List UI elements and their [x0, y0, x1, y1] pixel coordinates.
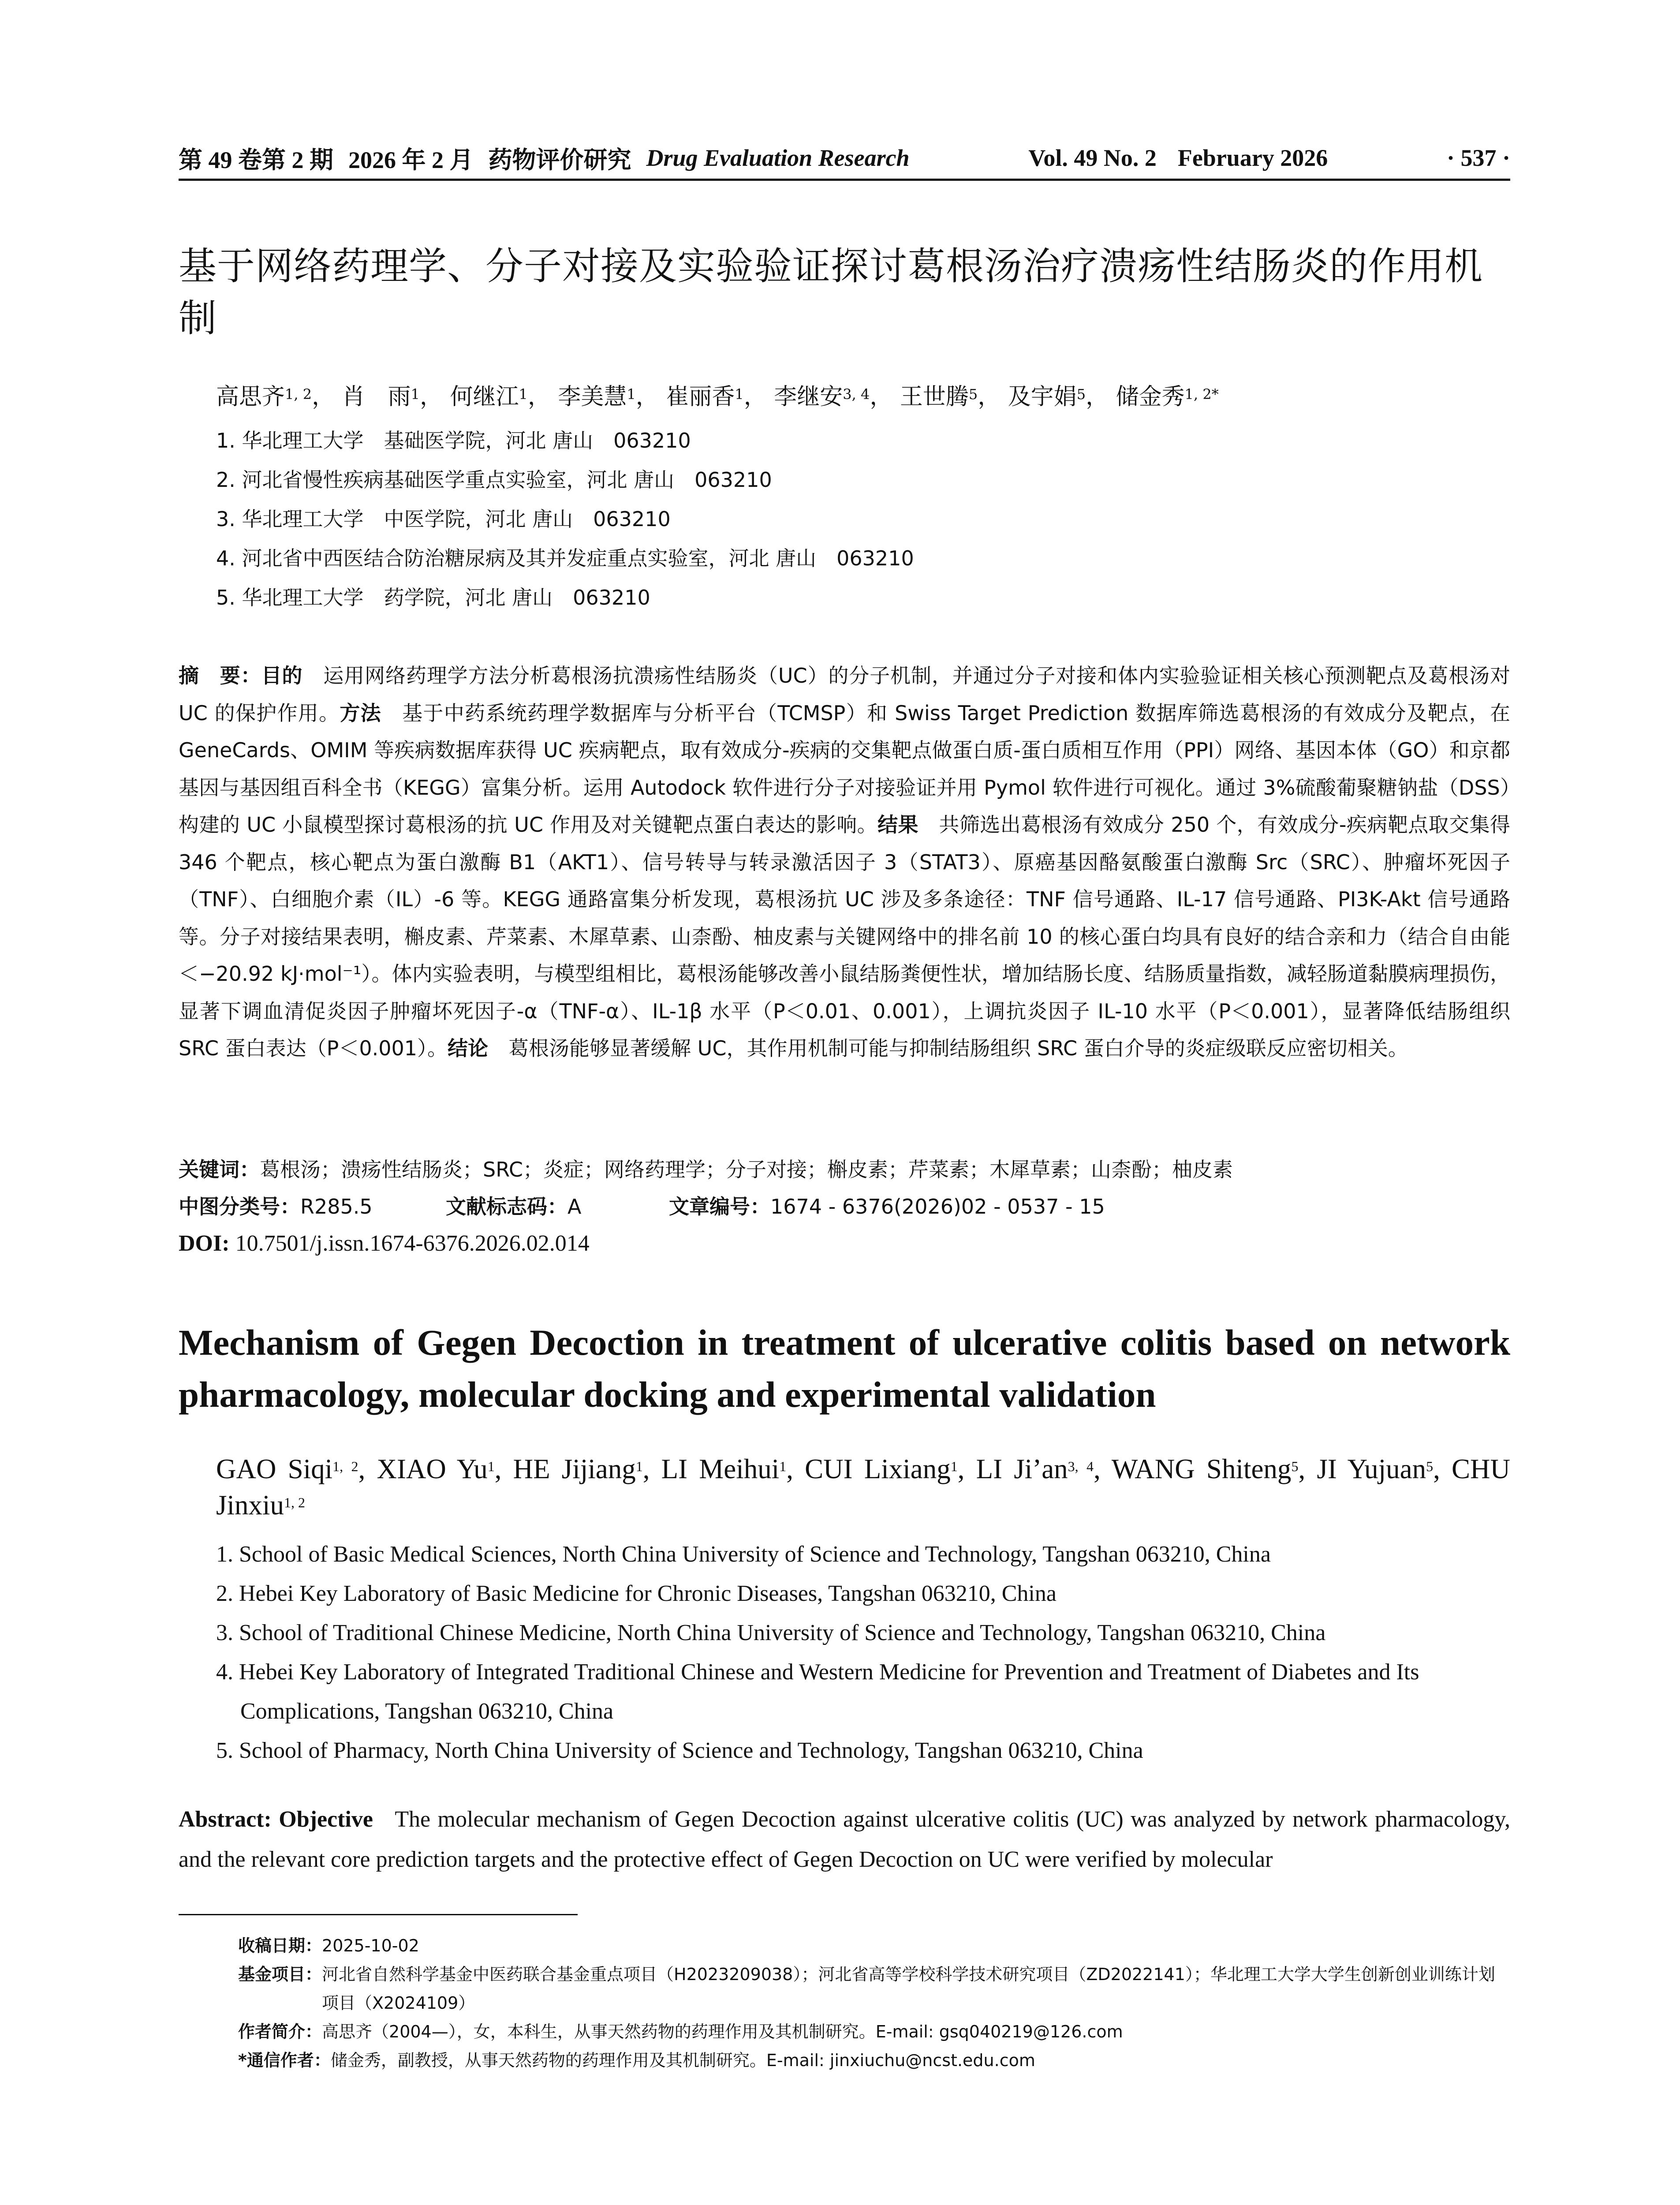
- doi-value[interactable]: 10.7501/j.issn.1674-6376.2026.02.014: [235, 1231, 590, 1256]
- author-cn: 肖 雨$^1$: [342, 384, 420, 410]
- keywords-text-cn: 葛根汤；溃疡性结肠炎；SRC；炎症；网络药理学；分子对接；槲皮素；芹菜素；木犀草素；山柰酚；柚皮素: [260, 1158, 1233, 1181]
- result-text-cn: 共筛选出葛根汤有效成分 250 个，有效成分-疾病靶点取交集得 346 个靶点，核心靶点为蛋白激酶 B1（AKT1）、信号转导与转录激活因子 3（STAT3）、原癌基因酪氨酸蛋白激酶 Src（SRC）、肿瘤坏死因子（TNF）、白细胞介素（IL）-6 等。KEGG 通路富集分析发现，葛根汤抗 UC 涉及多条途径：TNF 信号通路、IL-17 信号通路、PI3K-Akt 信号通路等。分子对接结果表明，槲皮素、芹菜素、木犀草素、山柰酚、柚皮素与关键网络中的排名前 10 的核心蛋白均具有良好的结合亲和力（结合自由能＜−20.92 kJ·mol⁻¹）。体内实验表明，与模型组相比，葛根汤能够改善小鼠结肠粪便性状，增加结肠长度、结肠质量指数，减轻肠道黏膜病理损伤，显著下调血清促炎因子肿瘤坏死因子-α（TNF-α）、IL-1β 水平（P＜0.01、0.001），上调抗炎因子 IL-10 水平（P＜0.001），显著降低结肠组织 SRC 蛋白表达（P＜0.001）。: [179, 813, 1510, 1060]
- doc-code-value: A: [567, 1195, 582, 1218]
- footnotes: [238, 1932, 1510, 2075]
- author-cn: 何继江$^1$: [450, 384, 528, 410]
- abstract-label-en: Abstract:: [179, 1807, 272, 1832]
- author-en: LI Meihui$^1$: [661, 1454, 787, 1484]
- author-cn: 高思齐$^{1, 2}$: [216, 384, 312, 410]
- author-en: HE Jijiang$^1$: [513, 1454, 643, 1484]
- header-journal-cn: 药物评价研究: [488, 145, 631, 174]
- article-title-en: Mechanism of Gegen Decoction in treatment of ulcerative colitis based on network pharmacology, molecular docking and experimental validation: [179, 1322, 1510, 1415]
- author-en: WANG Shiteng$^5$: [1111, 1454, 1299, 1484]
- footnote-funding: 基金项目： 河北省自然科学基金中医药联合基金重点项目（H2023209038）；河北省高等学校科学技术研究项目（ZD2022141）；华北理工大学大学生创新创业训练计划项目（X2024109）: [238, 1965, 1495, 2013]
- classification-line: [179, 1188, 1510, 1225]
- header-date-cn: 2026 年 2 月: [348, 146, 474, 173]
- header-journal-en: Drug Evaluation Research: [646, 145, 910, 171]
- abstract-label-cn: 摘 要：: [179, 664, 261, 688]
- author-en: JI Yujuan$^5$: [1317, 1454, 1434, 1484]
- header-issue-en: Vol. 49 No. 2: [1028, 145, 1157, 171]
- header-page-number: · 537 ·: [1446, 145, 1510, 171]
- author-en: CHU Jinxiu$^{1, 2}$: [216, 1454, 1511, 1521]
- affiliation-list-en: [216, 1535, 1508, 1770]
- header-issue-cn: 第 49 卷第 2 期: [179, 146, 333, 173]
- objective-label-cn: 目的: [261, 664, 303, 688]
- author-en: LI Ji’an$^{3, 4}$: [976, 1454, 1094, 1484]
- method-label-cn: 方法: [340, 701, 381, 725]
- doc-code-label: 文献标志码：: [446, 1195, 567, 1218]
- author-cn: 崔丽香$^1$: [666, 384, 744, 410]
- header-rule: [179, 179, 1510, 181]
- affiliation-cn: 2. 河北省慢性疾病基础医学重点实验室，河北 唐山 063210: [216, 468, 772, 492]
- author-en: XIAO Yu$^1$: [377, 1454, 495, 1484]
- article-title-cn: 基于网络药理学、分子对接及实验验证探讨葛根汤治疗溃疡性结肠炎的作用机制: [179, 244, 1483, 340]
- header-date-en: February 2026: [1177, 145, 1328, 171]
- affiliation-cn: 4. 河北省中西医结合防治糖尿病及其并发症重点实验室，河北 唐山 063210: [216, 546, 914, 570]
- author-cn: 及宇娟$^5$: [1008, 384, 1086, 410]
- affiliation-en: 3. School of Traditional Chinese Medicine, North China University of Science and Technology, Tangshan 063210, China: [216, 1620, 1326, 1645]
- objective-text-cn: 运用网络药理学方法分析葛根汤抗溃疡性结肠炎（UC）的分子机制，并通过分子对接和体内实验验证相关核心预测靶点及葛根汤对 UC 的保护作用。: [179, 664, 1511, 725]
- affiliation-en: 2. Hebei Key Laboratory of Basic Medicine for Chronic Diseases, Tangshan 063210, China: [216, 1581, 1057, 1606]
- clc-value: R285.5: [300, 1195, 373, 1218]
- affiliation-cn: 3. 华北理工大学 中医学院，河北 唐山 063210: [216, 507, 671, 531]
- author-en: CUI Lixiang$^1$: [805, 1454, 958, 1484]
- affiliation-list-cn: [216, 421, 1508, 617]
- keywords-cn: [179, 1151, 1510, 1188]
- author-cn: 储金秀$^{1, 2*}$: [1116, 384, 1219, 410]
- running-header: [179, 137, 1510, 179]
- article-number-value: 1674 - 6376(2026)02 - 0537 - 15: [770, 1195, 1105, 1218]
- keywords-label-cn: 关键词：: [179, 1158, 260, 1181]
- footnote-rule: [179, 1914, 578, 1915]
- affiliation-cn: 1. 华北理工大学 基础医学院，河北 唐山 063210: [216, 429, 691, 452]
- affiliation-en: 4. Hebei Key Laboratory of Integrated Traditional Chinese and Western Medicine for Prevention and Treatment of Diabetes and Its Complications, Tangshan 063210, China: [216, 1659, 1419, 1724]
- footnote-corresponding-author: *通信作者： 储金秀，副教授，从事天然药物的药理作用及其机制研究。E-mail: jinxiuchu@ncst.edu.com: [238, 2051, 1035, 2070]
- doi-line: [179, 1225, 1510, 1262]
- abstract-cn: [179, 657, 1510, 1067]
- article-number-label: 文章编号：: [669, 1195, 770, 1218]
- abstract-text-en: The molecular mechanism of Gegen Decoction against ulcerative colitis (UC) was analyzed by network pharmacology, and the relevant core prediction targets and the protective effect of Gegen Decoction on UC were verified by molecular: [179, 1807, 1510, 1872]
- author-en: GAO Siqi$^{1, 2}$: [216, 1454, 358, 1484]
- author-list-cn: 高思齐$^{1, 2}$， 肖 雨$^1$， 何继江$^1$， 李美慧$^1$， 崔丽香$^1$， 李继安$^{3, 4}$， 王世腾$^5$， 及宇娟$^5$， 储金秀$^{1, 2*}$: [216, 384, 1219, 410]
- author-list-en: GAO Siqi$^{1, 2}$, XIAO Yu$^1$, HE Jijiang$^1$, LI Meihui$^1$, CUI Lixiang$^1$, LI Ji’an$^{3, 4}$, WANG Shiteng$^5$, JI Yujuan$^5$, CHU Jinxiu$^{1, 2}$: [216, 1454, 1511, 1521]
- author-cn: 王世腾$^5$: [900, 384, 978, 410]
- abstract-en: [179, 1799, 1510, 1880]
- affiliation-cn: 5. 华北理工大学 药学院，河北 唐山 063210: [216, 586, 650, 609]
- affiliation-en: 5. School of Pharmacy, North China University of Science and Technology, Tangshan 063210, China: [216, 1738, 1143, 1763]
- author-cn: 李美慧$^1$: [558, 384, 636, 410]
- method-text-cn: 基于中药系统药理学数据库与分析平台（TCMSP）和 Swiss Target Prediction 数据库筛选葛根汤的有效成分及靶点，在 GeneCards、OMIM 等疾病数据库获得 UC 疾病靶点，取有效成分-疾病的交集靶点做蛋白质-蛋白质相互作用（PPI）网络、基因本体（GO）和京都基因与基因组百科全书（KEGG）富集分析。运用 Autodock 软件进行分子对接验证并用 Pymol 软件进行可视化。通过 3%硫酸葡聚糖钠盐（DSS）构建的 UC 小鼠模型探讨葛根汤的抗 UC 作用及对关键靶点蛋白表达的影响。: [179, 701, 1510, 837]
- author-cn: 李继安$^{3, 4}$: [774, 384, 870, 410]
- footnote-author-bio: 作者简介： 高思齐（2004—），女，本科生，从事天然药物的药理作用及其机制研究。E-mail: gsq040219@126.com: [238, 2022, 1123, 2041]
- footnote-received: 收稿日期： 2025-10-02: [238, 1936, 419, 1955]
- clc-label: 中图分类号：: [179, 1195, 300, 1218]
- result-label-cn: 结果: [877, 813, 918, 837]
- doi-label: DOI:: [179, 1231, 230, 1256]
- conclusion-text-cn: 葛根汤能够显著缓解 UC，其作用机制可能与抑制结肠组织 SRC 蛋白介导的炎症级联反应密切相关。: [488, 1036, 1408, 1060]
- objective-label-en: Objective: [279, 1807, 373, 1832]
- conclusion-label-cn: 结论: [448, 1036, 489, 1060]
- affiliation-en: 1. School of Basic Medical Sciences, North China University of Science and Technology, Tangshan 063210, China: [216, 1542, 1271, 1567]
